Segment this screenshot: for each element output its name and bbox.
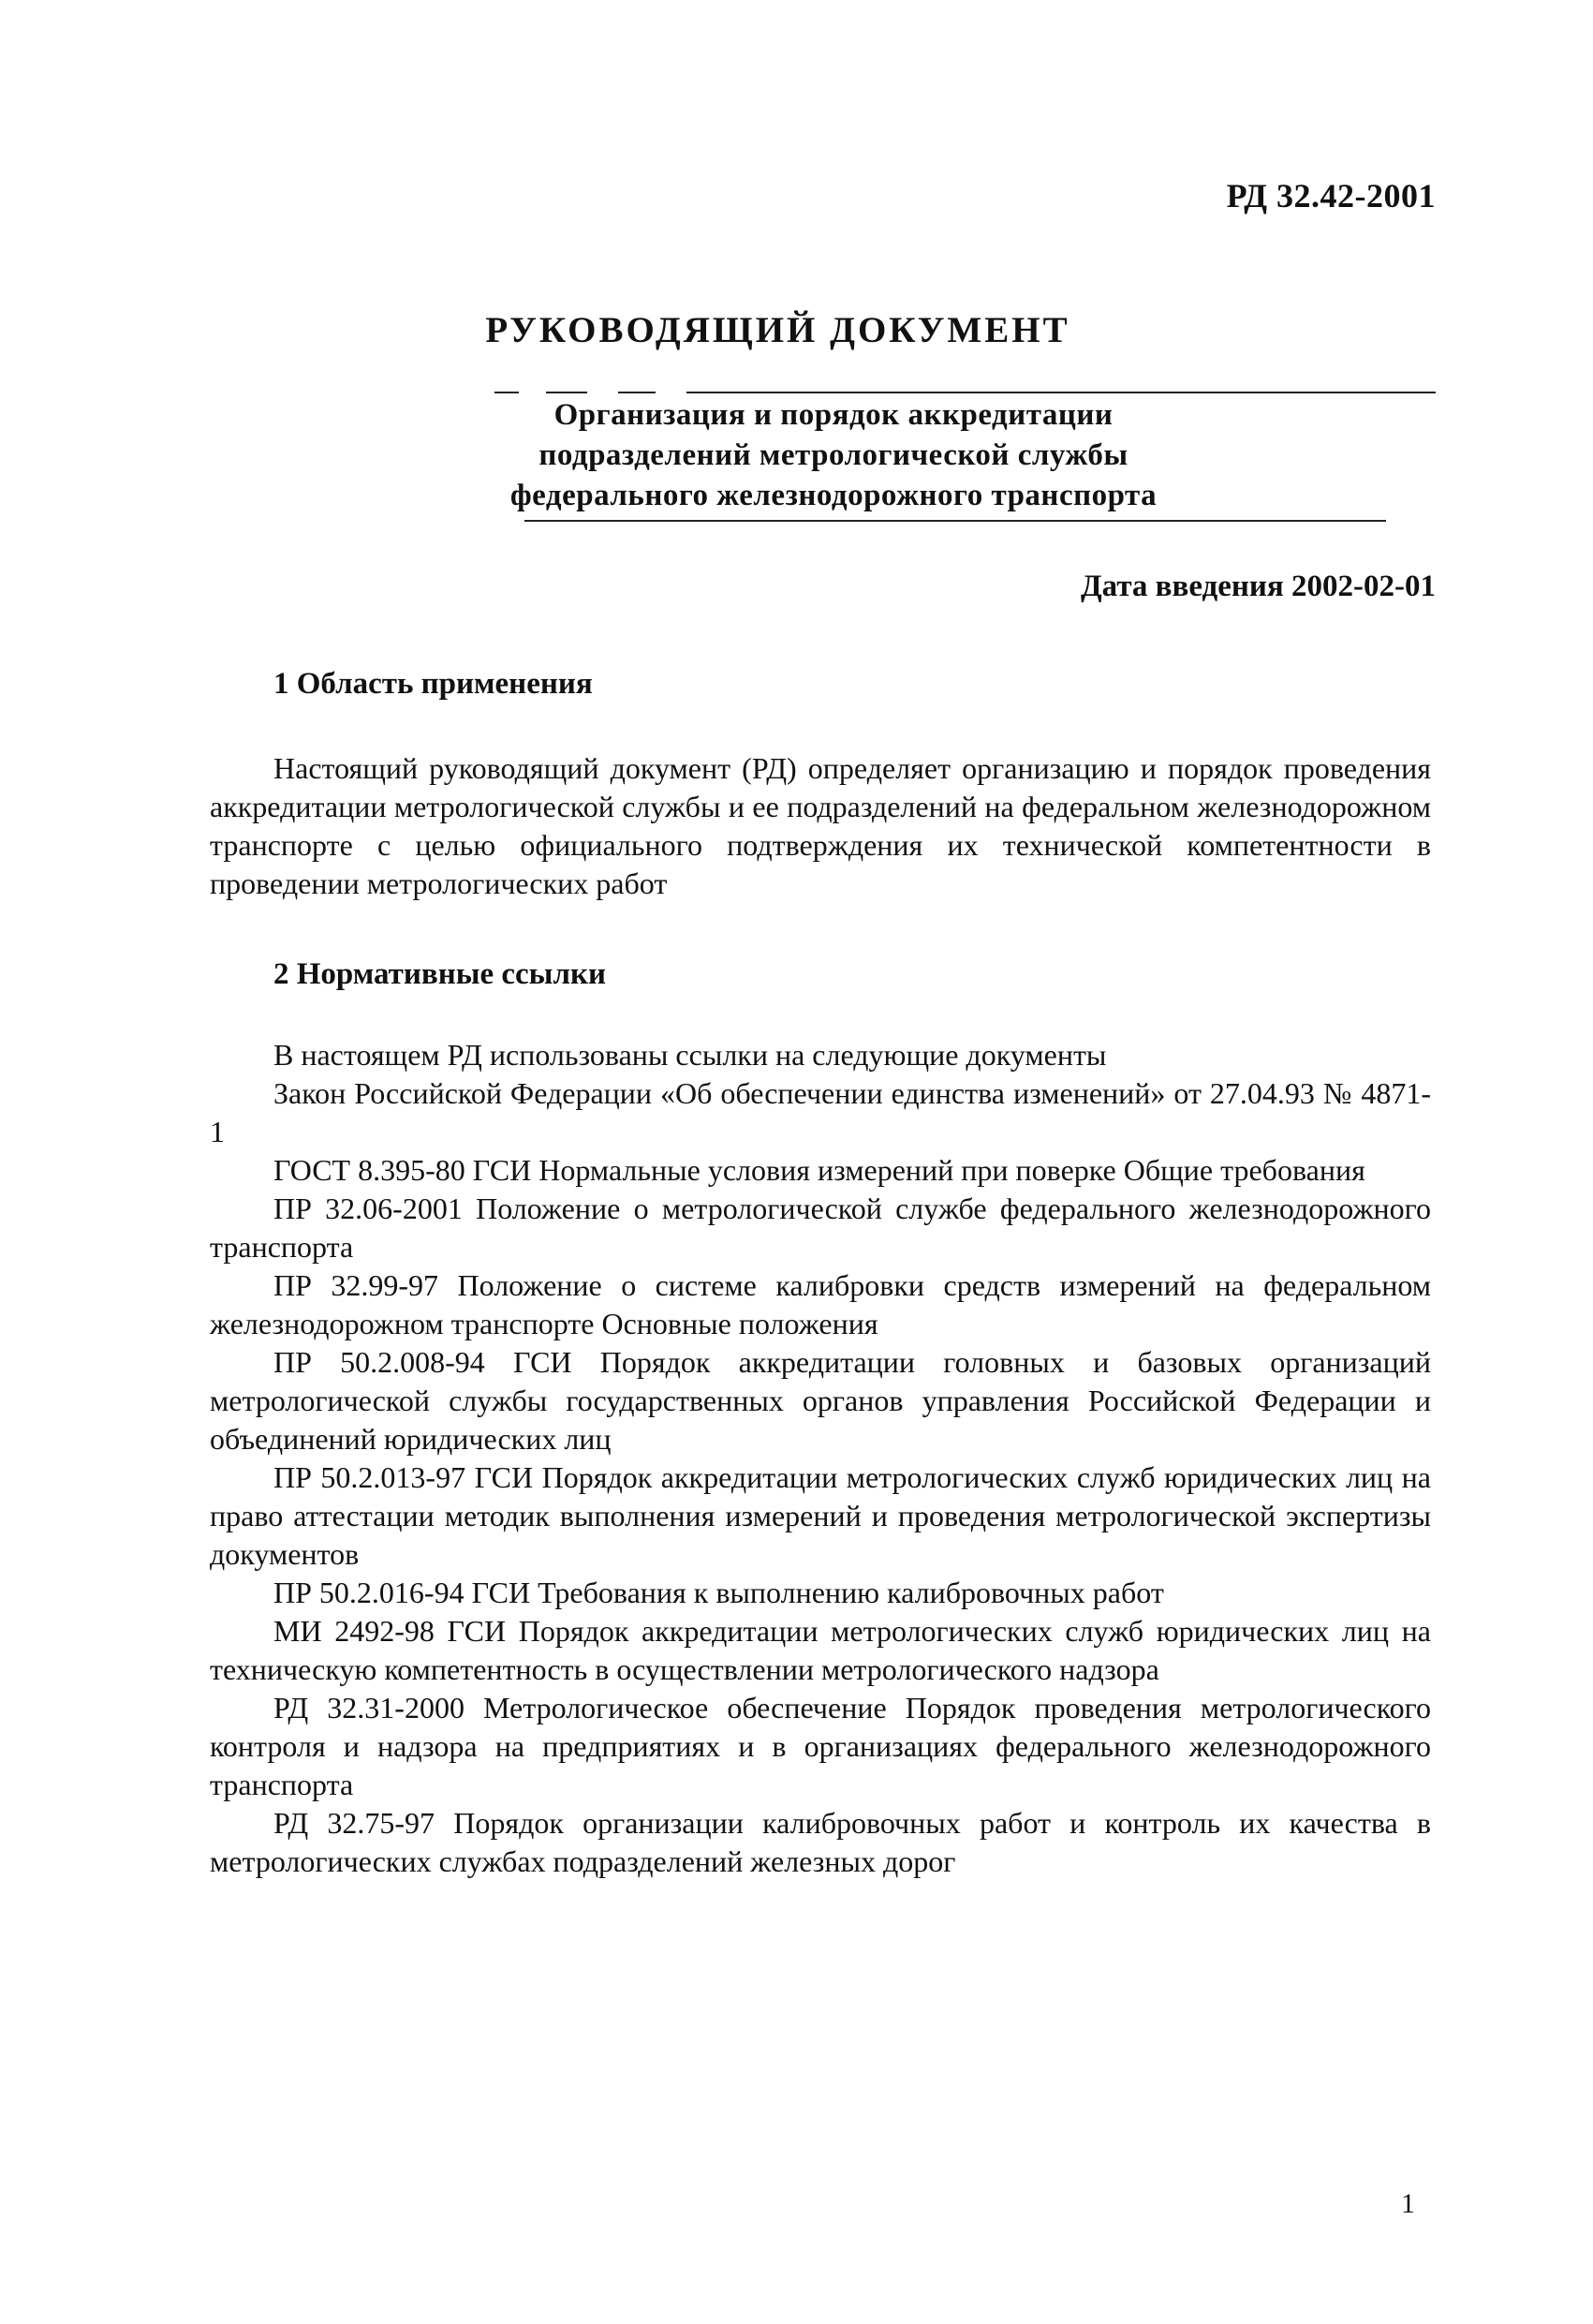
reference-item: РД 32.31-2000 Метрологическое обеспечение Порядок проведения метрологического контроля и надзора на предприятиях и в организациях федерального железнодорожного транспорта xyxy=(210,1691,1431,1801)
document-title-line: подразделений метрологической службы xyxy=(538,438,1128,472)
section-heading-scope: 1 Область применения xyxy=(273,667,593,701)
reference-item: ГОСТ 8.395-80 ГСИ Нормальные условия измерений при поверке Общие требования xyxy=(273,1153,1365,1187)
title-rule xyxy=(546,392,587,393)
document-title-line: Организация и порядок аккредитации xyxy=(553,398,1114,432)
section-heading-references: 2 Нормативные ссылки xyxy=(273,957,606,991)
document-kind-heading: РУКОВОДЯЩИЙ ДОКУМЕНТ xyxy=(485,310,1070,350)
title-rule xyxy=(494,392,519,393)
reference-item: ПР 32.06-2001 Положение о метрологической службе федерального железнодорожного транспорта xyxy=(210,1192,1431,1264)
title-underline xyxy=(524,520,1386,522)
document-title-line: федерального железнодорожного транспорта xyxy=(509,479,1158,512)
reference-item: РД 32.75-97 Порядок организации калибровочных работ и контроль их качества в метрологических службах подразделений железных дорог xyxy=(210,1806,1431,1878)
introduction-date: Дата введения 2002-02-01 xyxy=(1080,570,1436,603)
reference-item: МИ 2492-98 ГСИ Порядок аккредитации метрологических служб юридических лиц на техническую компетентность в осуществлении метрологического надзора xyxy=(210,1614,1431,1686)
title-rule xyxy=(618,392,656,393)
document-code: РД 32.42-2001 xyxy=(1226,177,1436,215)
references-intro: В настоящем РД использованы ссылки на следующие документы xyxy=(273,1038,1107,1072)
reference-item: ПР 50.2.013-97 ГСИ Порядок аккредитации метрологических служб юридических лиц на право аттестации методик выполнения измерений и проведения метрологической экспертизы документов xyxy=(210,1460,1431,1571)
title-rule xyxy=(686,392,1436,393)
references-list xyxy=(210,1074,1431,1881)
reference-item: ПР 50.2.008-94 ГСИ Порядок аккредитации головных и базовых организаций метрологической службы государственных органов управления Российской Федерации и объединений юридических лиц xyxy=(210,1345,1431,1456)
reference-item: ПР 50.2.016-94 ГСИ Требования к выполнению калибровочных работ xyxy=(273,1576,1164,1609)
page-number: 1 xyxy=(1401,2188,1415,2219)
reference-item: Закон Российской Федерации «Об обеспечении единства изменений» от 27.04.93 № 4871-1 xyxy=(210,1076,1431,1148)
document-title xyxy=(468,395,1199,516)
scope-paragraph: Настоящий руководящий документ (РД) определяет организацию и порядок проведения аккредитации метрологической службы и ее подразделений на федеральном железнодорожном транспорте с целью официального подтверждения их технической компетентности в проведении метрологических работ xyxy=(210,751,1431,900)
reference-item: ПР 32.99-97 Положение о системе калибровки средств измерений на федеральном железнодорожном транспорте Основные положения xyxy=(210,1268,1431,1340)
